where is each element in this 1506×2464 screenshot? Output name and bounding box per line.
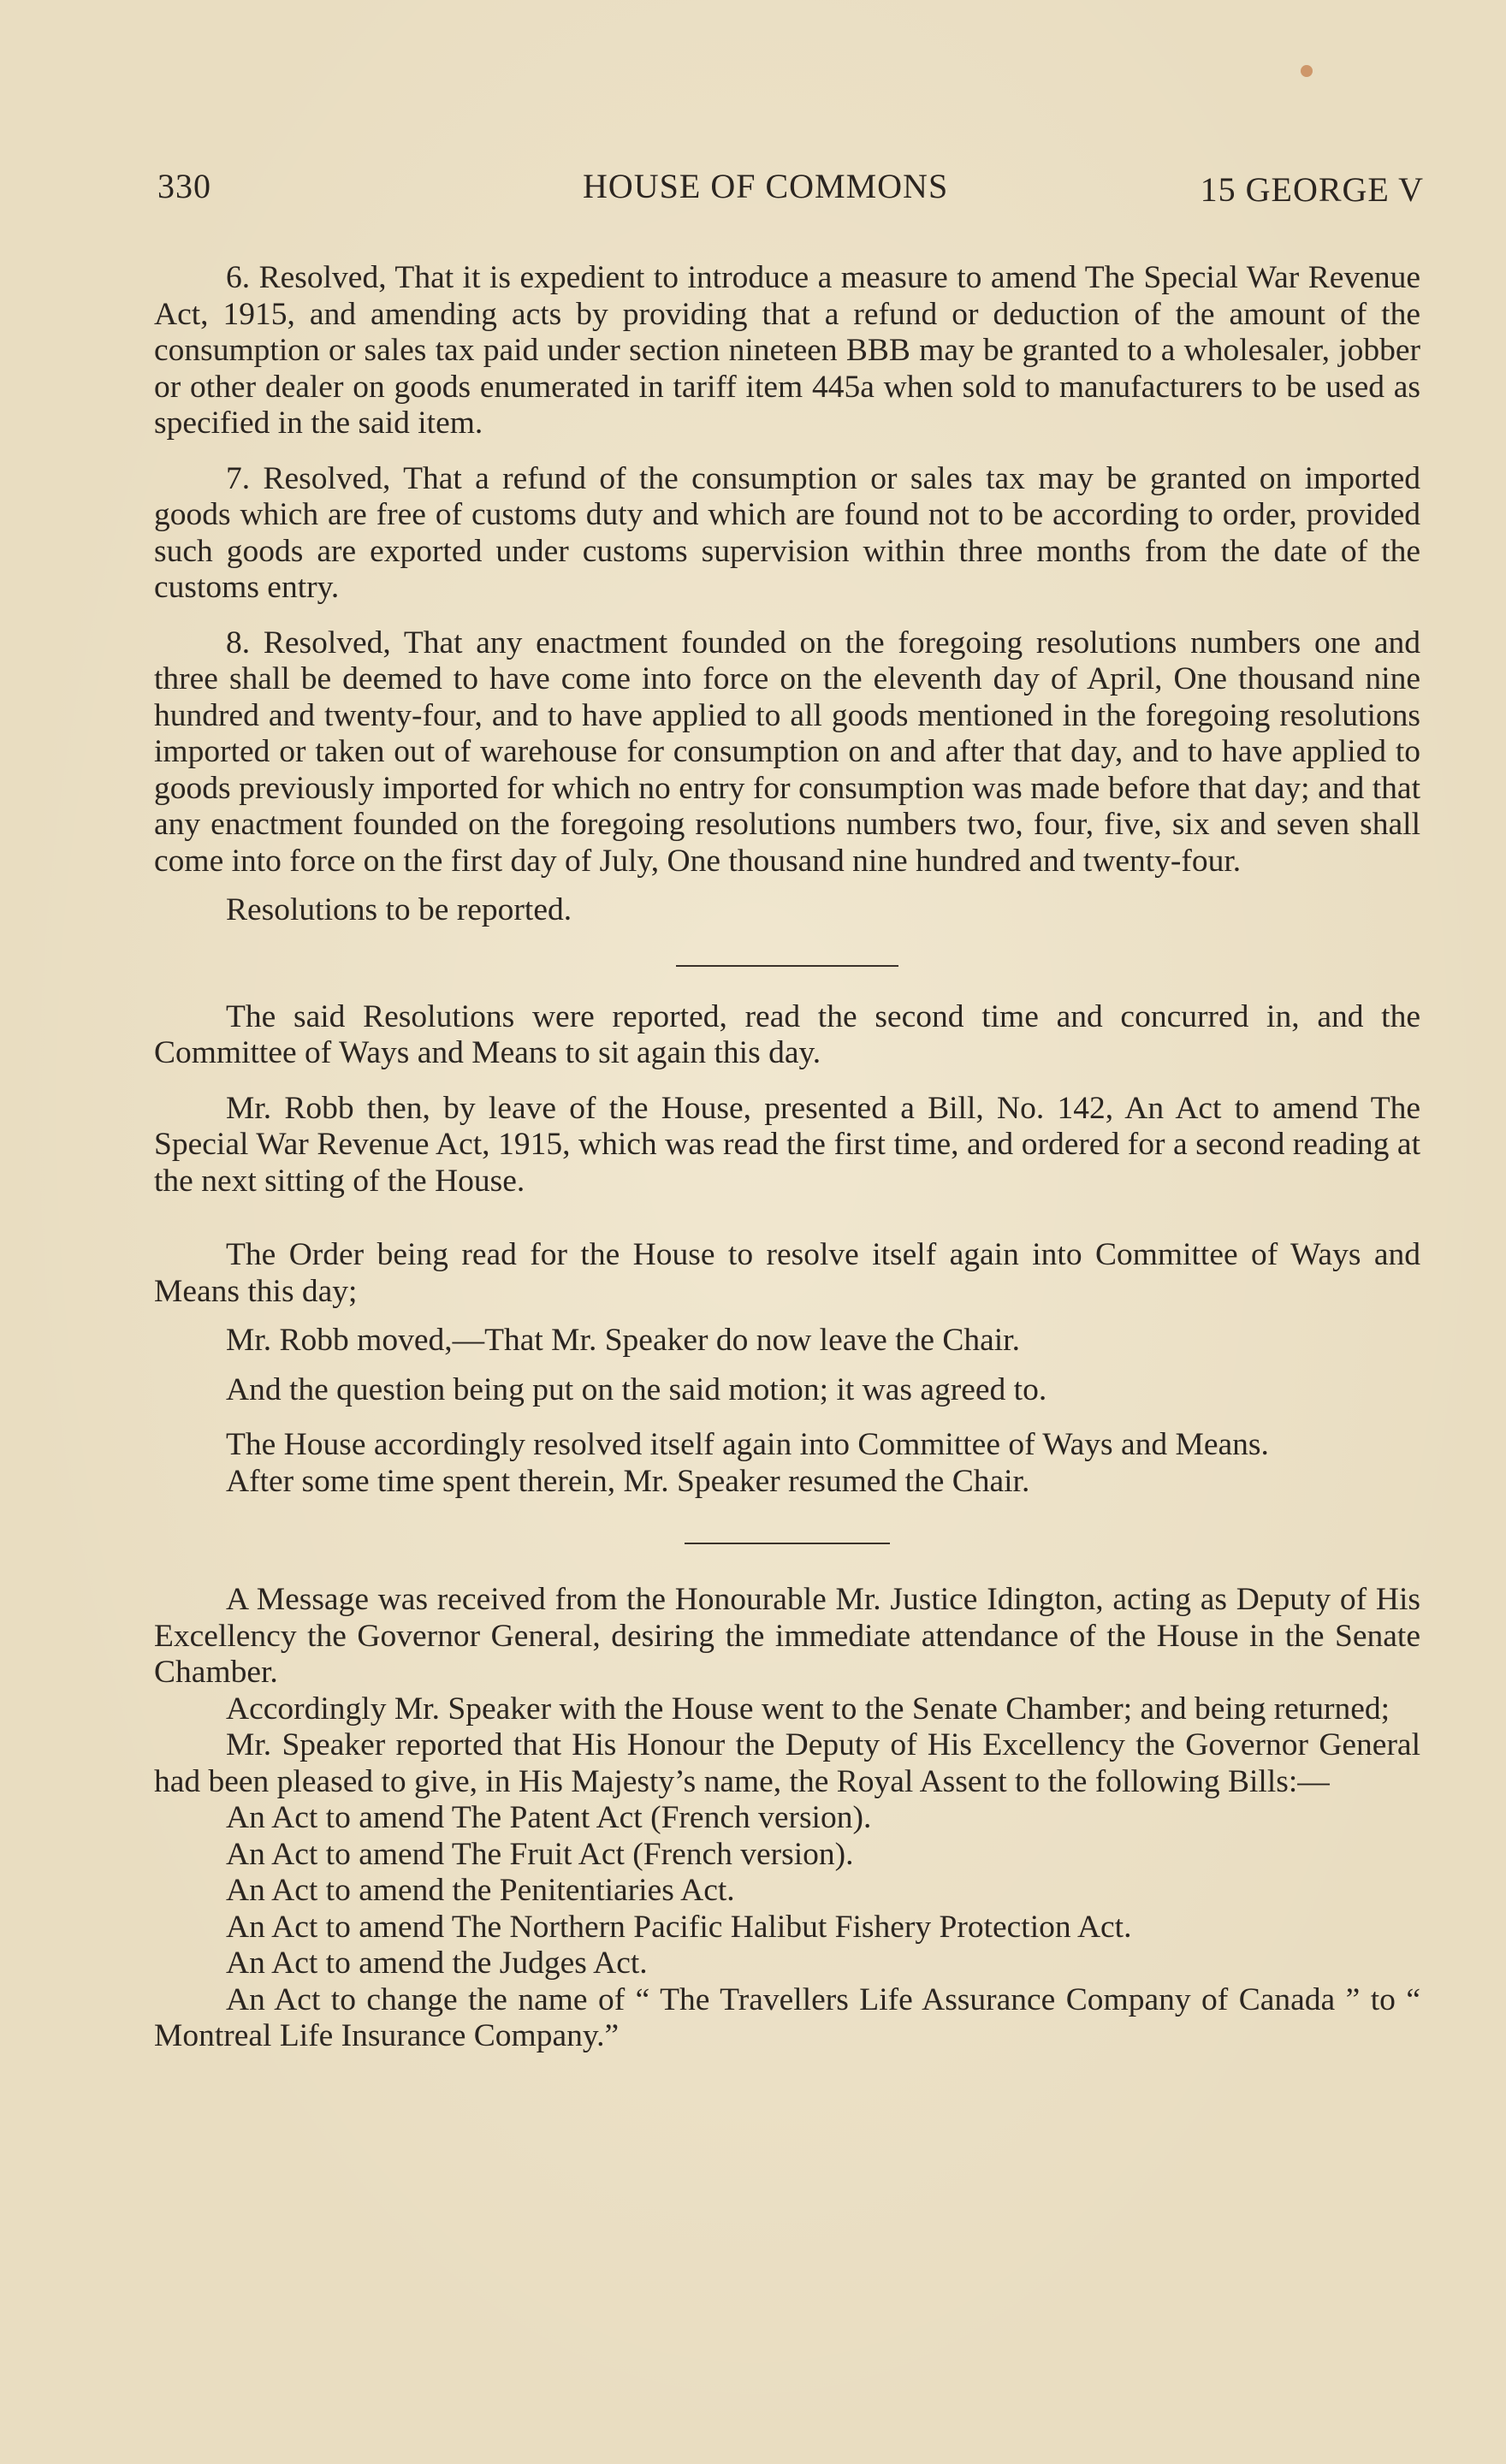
bill-item: An Act to amend the Judges Act. — [226, 1946, 648, 1981]
journal-title: HOUSE OF COMMONS — [583, 167, 949, 205]
resolution-8: 8. Resolved, That any enactment founded on the foregoing resolutions numbers one and three shall be deemed to have come into force on the eleventh day of April, One thousand nine hundred and twenty-four, and to have applied to all goods mentioned in the foregoing resolutions imported or taken out of warehouse for consumption on and after that day, and to have applied to goods previously imported for which no entry for consumption was made before that day; and that any enactment founded on the foregoing resolutions numbers two, four, five, six and seven shall come into force on the first day of July, One thousand nine hundred and twenty-four. — [154, 625, 1420, 879]
robb-bill-paragraph: Mr. Robb then, by leave of the House, presented a Bill, No. 142, An Act to amend The Special War Revenue Act, 1915, which was read the first time, and ordered for a second reading at the next sitting of the House. — [154, 1090, 1420, 1199]
resolution-7: 7. Resolved, That a refund of the consumption or sales tax may be granted on imported goods which are free of customs duty and which are found not to be according to order, provided such goods are exported under customs supervision within three months from the date of the customs entry. — [154, 460, 1420, 605]
senate-chamber-paragraph: Accordingly Mr. Speaker with the House went to the Senate Chamber; and being returned; — [226, 1691, 1390, 1727]
session-label: 15 GEORGE V — [1200, 170, 1424, 209]
bill-item: An Act to amend The Fruit Act (French version). — [226, 1836, 854, 1872]
bills-list — [154, 1800, 1420, 2055]
bill-item: An Act to amend The Patent Act (French version). — [226, 1800, 872, 1835]
bill-item: An Act to amend The Northern Pacific Halibut Fishery Protection Act. — [226, 1909, 1132, 1945]
question-paragraph: And the question being put on the said motion; it was agreed to. — [226, 1371, 1047, 1407]
resolutions-to-be-reported: Resolutions to be reported. — [226, 892, 572, 927]
bill-item: An Act to change the name of “ The Travellers Life Assurance Company of Canada ” to “ Montreal Life Insurance Company.” — [154, 1981, 1420, 2053]
resolution-6: 6. Resolved, That it is expedient to introduce a measure to amend The Special War Revenue Act, 1915, and amending acts by providing that a refund or deduction of the amount of the consumption or sales tax paid under section nineteen BBB may be granted to a wholesaler, jobber or other dealer on goods enumerated in tariff item 445a when sold to manufacturers to be used as specified in the said item. — [154, 260, 1420, 441]
bill-item: An Act to amend the Penitentiaries Act. — [226, 1873, 735, 1908]
speaker-resumed-paragraph: After some time spent therein, Mr. Speaker resumed the Chair. — [226, 1463, 1030, 1499]
message-paragraph: A Message was received from the Honourable Mr. Justice Idington, acting as Deputy of His Excellency the Governor General, desiring the immediate attendance of the House in the Senate Chamber. — [154, 1582, 1420, 1690]
page-header — [157, 166, 1424, 210]
ink-spot — [1301, 65, 1313, 77]
committee-paragraph: The House accordingly resolved itself again into Committee of Ways and Means. — [226, 1427, 1269, 1462]
robb-moved-paragraph: Mr. Robb moved,—That Mr. Speaker do now leave the Chair. — [226, 1323, 1020, 1358]
order-read-paragraph: The Order being read for the House to resolve itself again into Committee of Ways and Means this day; — [154, 1237, 1420, 1309]
resolutions-reported: The said Resolutions were reported, read the second time and concurred in, and the Committee of Ways and Means to sit again this day. — [154, 998, 1420, 1070]
section-divider — [685, 1543, 890, 1544]
page-body — [154, 260, 1420, 2055]
section-divider — [676, 965, 898, 967]
royal-assent-paragraph: Mr. Speaker reported that His Honour the Deputy of His Excellency the Governor General had been pleased to give, in His Majesty’s name, the Royal Assent to the following Bills:— — [154, 1727, 1420, 1799]
page-number: 330 — [157, 167, 211, 205]
